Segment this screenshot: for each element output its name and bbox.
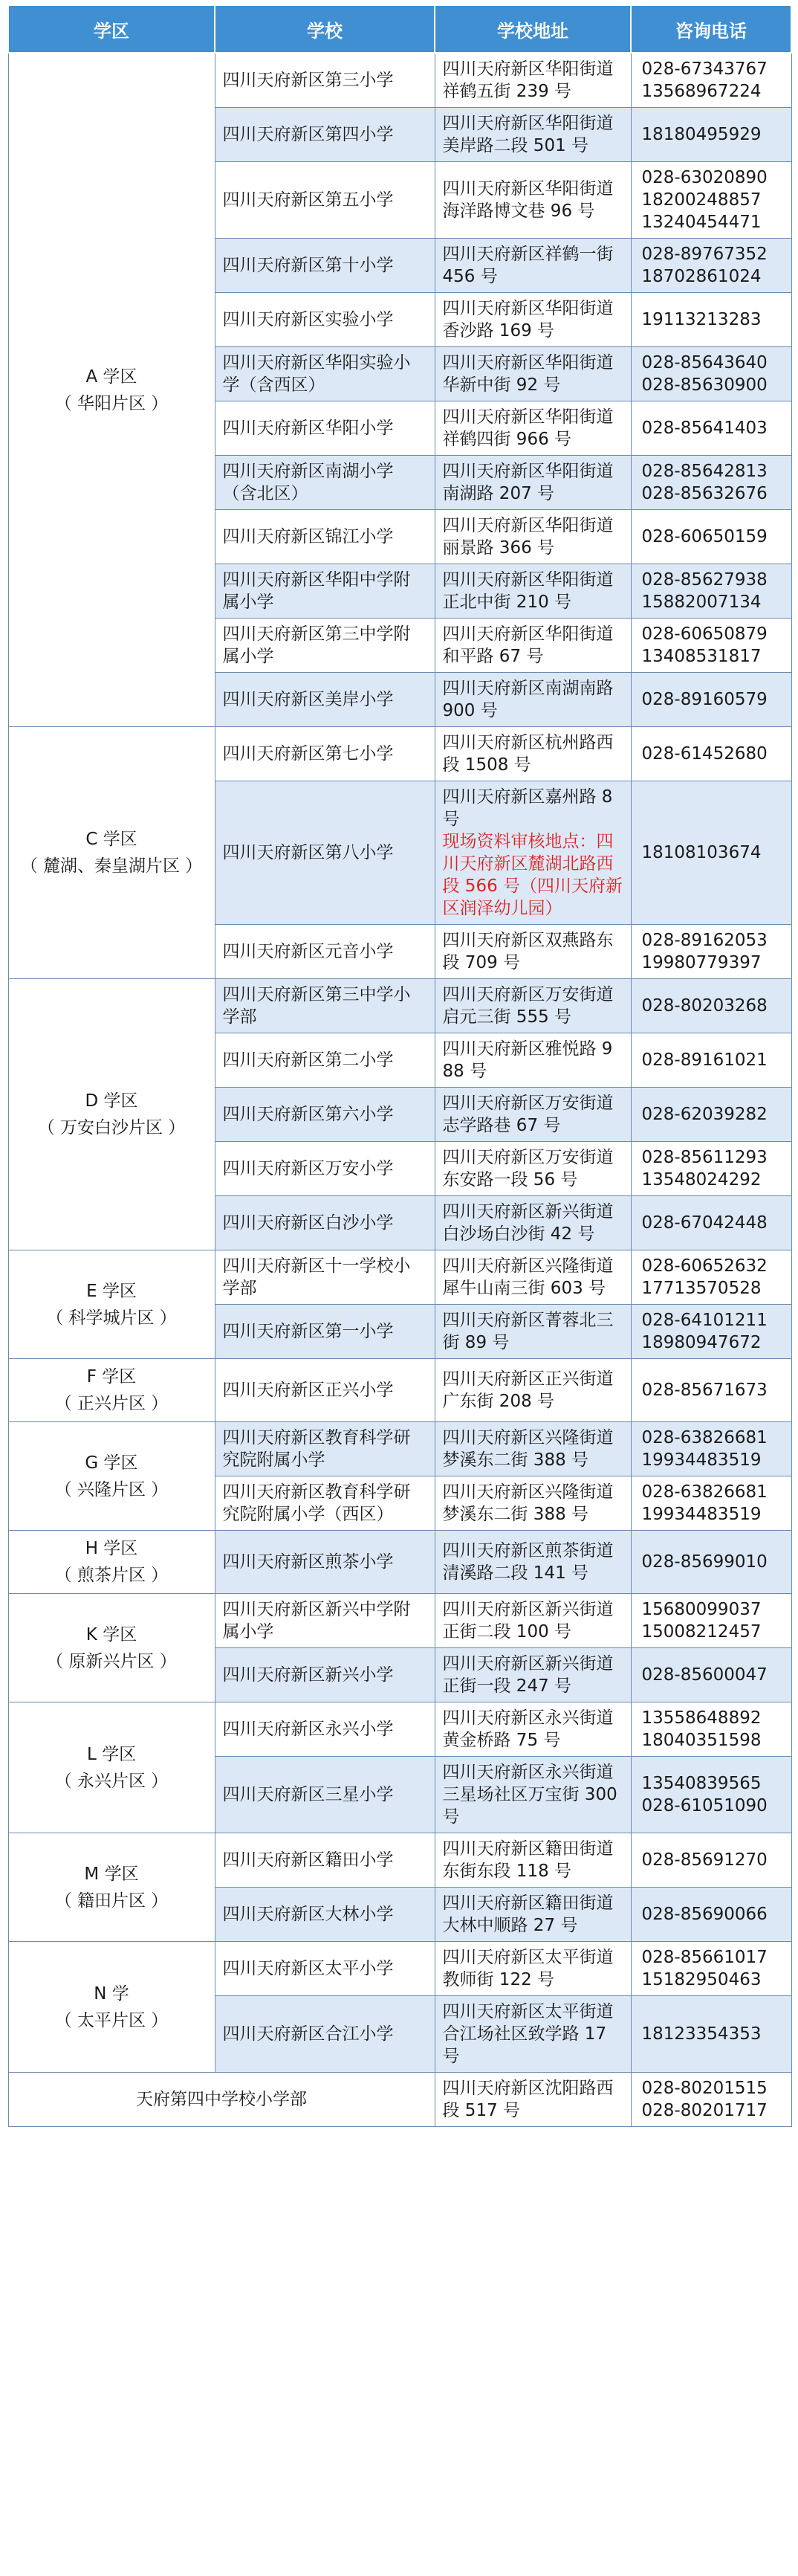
address-cell (435, 347, 631, 401)
school-name: 四川天府新区华阳中学附属小学 (222, 570, 411, 612)
school-name: 四川天府新区白沙小学 (222, 1213, 394, 1233)
address-cell (435, 1305, 631, 1359)
phone-cell (631, 108, 791, 162)
phone-number: 19113213283 (641, 310, 762, 329)
phone-cell (631, 1359, 791, 1422)
school-name: 四川天府新区十一学校小学部 (222, 1256, 411, 1298)
phone-cell (631, 727, 791, 781)
address-text: 四川天府新区永兴街道三星场社区万宝街 300 号 (442, 1763, 617, 1827)
zone-label: （ 万安白沙片区 ） (37, 1118, 186, 1137)
zone-cell (8, 1702, 215, 1833)
address-text: 四川天府新区华阳街道南湖路 207 号 (442, 462, 614, 503)
school-cell (215, 401, 435, 456)
school-cell (215, 1422, 435, 1476)
school-cell (215, 108, 435, 162)
header-zone: 学区 (8, 5, 215, 53)
school-name: 四川天府新区华阳实验小学（含西区） (222, 353, 411, 395)
phone-cell (631, 1648, 791, 1702)
address-text: 四川天府新区新兴街道正街二段 100 号 (442, 1600, 614, 1642)
school-cell (215, 1250, 435, 1305)
zone-cell (8, 53, 215, 727)
zone-label: （ 太平片区 ） (54, 2010, 169, 2030)
address-text: 四川天府新区兴隆街道梦溪东二街 388 号 (442, 1482, 614, 1524)
address-text: 四川天府新区籍田街道大林中顺路 27 号 (442, 1894, 614, 1935)
school-cell (215, 1888, 435, 1942)
school-cell (215, 1531, 435, 1594)
address-cell (435, 1942, 631, 1996)
address-cell (435, 781, 631, 925)
address-cell (435, 1250, 631, 1305)
address-text: 四川天府新区华阳街道丽景路 366 号 (442, 516, 614, 558)
address-text: 四川天府新区华阳街道华新中街 92 号 (442, 353, 614, 395)
address-text: 四川天府新区双燕路东段 709 号 (442, 931, 614, 972)
school-cell (215, 1757, 435, 1833)
zone-label: （ 兴隆片区 ） (54, 1479, 169, 1500)
school-name: 四川天府新区实验小学 (222, 310, 394, 329)
table-row (8, 1531, 791, 1594)
address-text: 四川天府新区太平街道合江场社区致学路 17 号 (442, 2002, 614, 2066)
school-cell (215, 510, 435, 564)
address-text: 四川天府新区菁蓉北三街 89 号 (442, 1311, 614, 1352)
school-name: 四川天府新区万安小学 (222, 1159, 394, 1178)
zone-label: F 学区 (86, 1367, 137, 1387)
phone-number: 028-80201515 (641, 2079, 768, 2098)
zone-label: （ 永兴片区 ） (54, 1771, 169, 1791)
address-cell (435, 401, 631, 456)
address-cell (435, 1757, 631, 1833)
table-row (8, 1702, 791, 1757)
phone-cell (631, 162, 791, 239)
zone-label: （ 原新兴片区 ） (46, 1651, 177, 1671)
phone-number: 15182950463 (641, 1970, 762, 1989)
school-name: 四川天府新区第二小学 (222, 1050, 394, 1070)
phone-cell (631, 1196, 791, 1250)
phone-number: 028-60650159 (641, 527, 768, 546)
phone-cell (631, 1888, 791, 1942)
address-text: 四川天府新区万安街道东安路一段 56 号 (442, 1148, 614, 1189)
school-cell (215, 1648, 435, 1702)
address-text: 四川天府新区太平街道教师街 122 号 (442, 1948, 614, 1989)
address-text: 四川天府新区籍田街道东街东段 118 号 (442, 1839, 614, 1881)
school-name: 四川天府新区第八小学 (222, 843, 394, 862)
address-text: 四川天府新区华阳街道美岸路二段 501 号 (442, 114, 614, 155)
address-note: 现场资料审核地点：四川天府新区麓湖北路西段 566 号（四川天府新区润泽幼儿园） (442, 832, 623, 918)
address-cell (435, 979, 631, 1033)
address-cell (435, 456, 631, 510)
address-cell (435, 53, 631, 108)
school-cell (215, 727, 435, 781)
school-name: 四川天府新区太平小学 (222, 1959, 394, 1978)
phone-number: 028-85661017 (641, 1948, 768, 1967)
phone-number: 028-67042448 (641, 1213, 768, 1233)
phone-number: 13558648892 (641, 1708, 762, 1728)
phone-number: 028-85699010 (641, 1552, 768, 1572)
zone-label: A 学区 (85, 367, 137, 387)
address-cell (435, 1702, 631, 1757)
address-text: 四川天府新区雅悦路 988 号 (442, 1039, 613, 1081)
phone-number: 18200248857 (641, 190, 762, 210)
phone-cell (631, 1757, 791, 1833)
phone-number: 028-63826681 (641, 1482, 768, 1502)
phone-number: 028-85671673 (641, 1381, 768, 1400)
address-text: 四川天府新区祥鹤一街 456 号 (442, 245, 614, 286)
header-phone: 咨询电话 (631, 5, 791, 53)
school-cell (215, 1359, 435, 1422)
footer-address-cell (435, 2073, 631, 2127)
address-cell (435, 1422, 631, 1476)
address-text: 四川天府新区华阳街道正北中街 210 号 (442, 570, 614, 612)
address-cell (435, 1888, 631, 1942)
school-name: 四川天府新区华阳小学 (222, 419, 394, 438)
footer-school-cell (8, 2073, 435, 2127)
address-text: 四川天府新区兴隆街道梦溪东二街 388 号 (442, 1428, 614, 1470)
address-cell (435, 673, 631, 727)
school-name: 四川天府新区第三小学 (222, 71, 394, 90)
school-cell (215, 925, 435, 979)
address-text: 四川天府新区杭州路西段 1508 号 (442, 733, 614, 775)
phone-cell (631, 1594, 791, 1648)
address-cell (435, 727, 631, 781)
school-name: 四川天府新区南湖小学（含北区） (222, 462, 394, 503)
address-cell (435, 510, 631, 564)
phone-cell (631, 347, 791, 401)
address-cell (435, 1359, 631, 1422)
school-cell (215, 619, 435, 673)
school-name: 四川天府新区锦江小学 (222, 527, 394, 546)
phone-number: 13408531817 (641, 647, 762, 666)
school-name: 四川天府新区新兴中学附属小学 (222, 1600, 411, 1642)
phone-number: 028-64101211 (641, 1311, 768, 1330)
school-cell (215, 1833, 435, 1888)
phone-cell (631, 1942, 791, 1996)
table-row (8, 1942, 791, 1996)
zone-label: （ 华阳片区 ） (54, 393, 169, 413)
header-row (8, 5, 791, 53)
phone-cell (631, 1250, 791, 1305)
school-cell (215, 1196, 435, 1250)
address-text: 四川天府新区永兴街道黄金桥路 75 号 (442, 1708, 614, 1750)
address-text: 四川天府新区新兴街道白沙场白沙街 42 号 (442, 1202, 614, 1244)
table-row (8, 1359, 791, 1422)
phone-number: 028-61452680 (641, 744, 768, 764)
phone-cell (631, 456, 791, 510)
zone-label: （ 籍田片区 ） (54, 1891, 169, 1911)
phone-number: 028-85641403 (641, 419, 768, 438)
school-name: 四川天府新区籍田小学 (222, 1850, 394, 1870)
school-cell (215, 1942, 435, 1996)
school-name: 四川天府新区第三中学附属小学 (222, 624, 411, 666)
phone-number: 028-85643640 (641, 353, 768, 372)
zone-cell (8, 1531, 215, 1594)
zone-label: （ 正兴片区 ） (54, 1394, 169, 1413)
school-name: 四川天府新区正兴小学 (222, 1381, 394, 1400)
phone-number: 028-85632676 (641, 484, 768, 503)
address-cell (435, 1088, 631, 1142)
phone-number: 15680099037 (641, 1600, 762, 1619)
zone-cell (8, 1833, 215, 1942)
zone-cell (8, 727, 215, 979)
school-table (7, 4, 792, 2127)
phone-number: 13240454471 (641, 213, 762, 232)
table-row (8, 1422, 791, 1476)
phone-number: 18702861024 (641, 267, 762, 286)
school-cell (215, 53, 435, 108)
phone-cell (631, 1702, 791, 1757)
address-text: 四川天府新区万安街道志学路巷 67 号 (442, 1094, 614, 1135)
address-cell (435, 293, 631, 347)
zone-cell (8, 1250, 215, 1359)
phone-number: 028-80203268 (641, 996, 768, 1016)
phone-number: 13568967224 (641, 82, 762, 101)
table-row (8, 1833, 791, 1888)
table-row (8, 1250, 791, 1305)
phone-number: 028-63020890 (641, 168, 768, 187)
phone-number: 15882007134 (641, 593, 762, 612)
school-name: 四川天府新区教育科学研究院附属小学 (222, 1428, 411, 1470)
address-text: 四川天府新区正兴街道广东街 208 号 (442, 1369, 614, 1411)
footer-school-name: 天府第四中学校小学部 (136, 2090, 307, 2109)
address-cell (435, 1833, 631, 1888)
phone-number: 19934483519 (641, 1505, 762, 1524)
zone-label: L 学区 (86, 1744, 137, 1764)
phone-number: 028-85690066 (641, 1905, 768, 1924)
phone-number: 028-85630900 (641, 375, 768, 395)
zone-label: （ 麓湖、秦皇湖片区 ） (20, 856, 203, 876)
phone-number: 18123354353 (641, 2024, 762, 2044)
school-cell (215, 1476, 435, 1531)
school-cell (215, 781, 435, 925)
school-cell (215, 673, 435, 727)
address-cell (435, 108, 631, 162)
address-text: 四川天府新区华阳街道祥鹤四街 966 号 (442, 407, 614, 449)
phone-number: 028-60652632 (641, 1256, 768, 1276)
phone-number: 028-85642813 (641, 462, 768, 481)
school-name: 四川天府新区煎茶小学 (222, 1552, 394, 1572)
phone-cell (631, 925, 791, 979)
school-name: 四川天府新区三星小学 (222, 1785, 394, 1804)
phone-number: 13540839565 (641, 1774, 762, 1793)
zone-cell (8, 1942, 215, 2073)
phone-cell (631, 619, 791, 673)
phone-cell (631, 1305, 791, 1359)
phone-number: 028-89161021 (641, 1050, 768, 1070)
phone-number: 028-80201717 (641, 2101, 768, 2120)
school-cell (215, 293, 435, 347)
school-cell (215, 1088, 435, 1142)
school-name: 四川天府新区第一小学 (222, 1322, 394, 1341)
address-cell (435, 1476, 631, 1531)
table-row (8, 727, 791, 781)
phone-number: 15008212457 (641, 1622, 762, 1642)
phone-number: 18040351598 (641, 1731, 762, 1750)
address-text: 四川天府新区华阳街道海洋路博文巷 96 号 (442, 179, 614, 221)
address-cell (435, 1594, 631, 1648)
zone-label: M 学区 (84, 1864, 139, 1884)
zone-label: （ 煎茶片区 ） (54, 1566, 169, 1585)
phone-number: 028-89162053 (641, 931, 768, 950)
phone-number: 028-62039282 (641, 1105, 768, 1124)
address-cell (435, 162, 631, 239)
phone-cell (631, 1833, 791, 1888)
address-cell (435, 564, 631, 619)
zone-label: D 学区 (85, 1091, 138, 1111)
phone-number: 18180495929 (641, 125, 762, 144)
zone-label: N 学 (94, 1983, 129, 2004)
phone-number: 18108103674 (641, 843, 762, 862)
zone-cell (8, 1359, 215, 1422)
address-text: 四川天府新区新兴街道正街一段 247 号 (442, 1654, 614, 1696)
phone-number: 13548024292 (641, 1170, 762, 1189)
zone-label: C 学区 (85, 830, 137, 849)
address-cell (435, 619, 631, 673)
table-row (8, 1594, 791, 1648)
address-text: 四川天府新区万安街道启元三街 555 号 (442, 985, 614, 1027)
address-cell (435, 925, 631, 979)
phone-number: 028-89767352 (641, 245, 768, 264)
phone-number: 028-63826681 (641, 1428, 768, 1447)
school-name: 四川天府新区教育科学研究院附属小学（西区） (222, 1482, 411, 1524)
address-text: 四川天府新区煎茶街道清溪路二段 141 号 (442, 1541, 614, 1583)
school-cell (215, 239, 435, 293)
phone-cell (631, 781, 791, 925)
address-cell (435, 1142, 631, 1196)
phone-cell (631, 1531, 791, 1594)
phone-cell (631, 1033, 791, 1088)
phone-number: 028-89160579 (641, 690, 768, 709)
school-name: 四川天府新区第七小学 (222, 744, 394, 764)
phone-cell (631, 1996, 791, 2073)
phone-number: 028-61051090 (641, 1796, 768, 1815)
school-cell (215, 347, 435, 401)
phone-number: 18980947672 (641, 1333, 762, 1352)
header-address: 学校地址 (435, 5, 631, 53)
school-cell (215, 979, 435, 1033)
school-cell (215, 1142, 435, 1196)
phone-cell (631, 1088, 791, 1142)
address-text: 四川天府新区华阳街道和平路 67 号 (442, 624, 614, 666)
phone-number: 028-60650879 (641, 624, 768, 644)
zone-label: H 学区 (85, 1539, 138, 1558)
address-text: 四川天府新区嘉州路 8 号 (442, 787, 613, 829)
school-name: 四川天府新区元音小学 (222, 942, 394, 961)
phone-number: 028-85611293 (641, 1148, 768, 1167)
phone-cell (631, 239, 791, 293)
zone-label: E 学区 (86, 1281, 137, 1301)
address-text: 四川天府新区南湖南路 900 号 (442, 679, 614, 720)
school-name: 四川天府新区美岸小学 (222, 690, 394, 709)
phone-number: 19980779397 (641, 953, 762, 972)
school-name: 四川天府新区第十小学 (222, 256, 394, 275)
phone-number: 19934483519 (641, 1450, 762, 1470)
phone-cell (631, 1142, 791, 1196)
phone-number: 028-85627938 (641, 570, 768, 590)
address-cell (435, 1531, 631, 1594)
footer-address-text: 四川天府新区沈阳路西段 517 号 (442, 2079, 614, 2120)
school-cell (215, 1594, 435, 1648)
address-cell (435, 1648, 631, 1702)
zone-cell (8, 1422, 215, 1531)
address-cell (435, 1996, 631, 2073)
phone-cell (631, 401, 791, 456)
address-cell (435, 1196, 631, 1250)
address-text: 四川天府新区华阳街道香沙路 169 号 (442, 299, 614, 340)
school-cell (215, 564, 435, 619)
zone-label: （ 科学城片区 ） (46, 1308, 177, 1328)
zone-cell (8, 979, 215, 1250)
phone-cell (631, 673, 791, 727)
zone-label: G 学区 (85, 1453, 138, 1473)
school-cell (215, 1996, 435, 2073)
school-cell (215, 1702, 435, 1757)
phone-number: 17713570528 (641, 1279, 762, 1298)
address-cell (435, 239, 631, 293)
phone-number: 028-85691270 (641, 1850, 768, 1870)
school-name: 四川天府新区新兴小学 (222, 1665, 394, 1685)
phone-cell (631, 510, 791, 564)
school-name: 四川天府新区永兴小学 (222, 1720, 394, 1739)
school-cell (215, 1305, 435, 1359)
table-row (8, 979, 791, 1033)
school-cell (215, 162, 435, 239)
school-cell (215, 1033, 435, 1088)
phone-number: 028-67343767 (641, 59, 768, 79)
zone-cell (8, 1594, 215, 1702)
phone-cell (631, 53, 791, 108)
phone-cell (631, 1422, 791, 1476)
school-name: 四川天府新区第五小学 (222, 190, 394, 210)
address-cell (435, 1033, 631, 1088)
phone-cell (631, 1476, 791, 1531)
school-name: 四川天府新区合江小学 (222, 2024, 394, 2044)
school-name: 四川天府新区第六小学 (222, 1105, 394, 1124)
phone-cell (631, 564, 791, 619)
school-cell (215, 456, 435, 510)
table-body (8, 53, 791, 2127)
header-school: 学校 (215, 5, 435, 53)
school-name: 四川天府新区第四小学 (222, 125, 394, 144)
table-row-footer (8, 2073, 791, 2127)
zone-label: K 学区 (85, 1624, 137, 1644)
phone-cell (631, 979, 791, 1033)
table-row (8, 53, 791, 108)
footer-phone-cell (631, 2073, 791, 2127)
phone-number: 028-85600047 (641, 1665, 768, 1685)
address-text: 四川天府新区华阳街道祥鹤五街 239 号 (442, 59, 614, 101)
school-name: 四川天府新区大林小学 (222, 1905, 394, 1924)
school-name: 四川天府新区第三中学小学部 (222, 985, 411, 1027)
phone-cell (631, 293, 791, 347)
address-text: 四川天府新区兴隆街道犀牛山南三街 603 号 (442, 1256, 614, 1298)
